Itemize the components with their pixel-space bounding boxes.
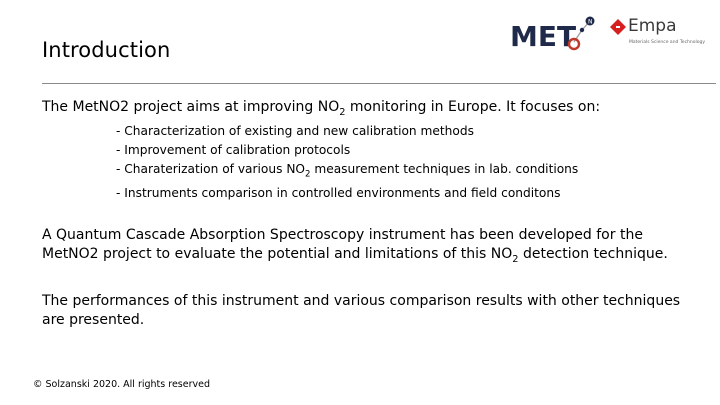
focus-item-text: - Characterization of existing and new calibration methods [116, 124, 474, 138]
focus-item-text: - Instruments comparison in controlled environments and field conditons [116, 186, 561, 201]
intro-paragraph [42, 98, 692, 122]
results-paragraph: The performances of this instrument and various comparison results with other techniques are presented. [42, 293, 681, 328]
instrument-subscript: 2 [512, 253, 519, 265]
intro-text-end: monitoring in Europe. It focuses on: [345, 99, 601, 115]
copyright-footer: © Solzanski 2020. All rights reserved [33, 379, 210, 390]
focus-list-item [116, 184, 578, 203]
met-logo [510, 12, 596, 52]
intro-text-start: The MetNO2 project aims at improving NO [42, 99, 340, 115]
focus-item-text-end: measurement techniques in lab. conditions [310, 162, 579, 176]
svg-text:N: N [588, 18, 593, 26]
empa-logo-name: Empa [628, 16, 677, 36]
focus-list-item [116, 122, 578, 141]
instrument-paragraph [42, 226, 692, 269]
intro-subscript: 2 [339, 106, 346, 118]
empa-logo-tagline: Materials Science and Technology [629, 40, 706, 45]
focus-list [116, 122, 578, 203]
title-divider [42, 83, 716, 84]
met-logo-node [580, 28, 584, 32]
instrument-text-start: A Quantum Cascade Absorption Spectroscopy instrument has been developed for the MetNO2 project to evaluate the potential and limitations of this NO [42, 227, 643, 262]
met-logo-graphic [510, 12, 596, 52]
focus-item-text: - Improvement of calibration protocols [116, 143, 351, 157]
focus-item-text-start: - Charaterization of various NO [116, 162, 306, 176]
instrument-text-end: detection technique. [518, 246, 668, 262]
empa-logo [610, 14, 716, 52]
empa-logo-mark [610, 19, 626, 35]
focus-list-item [116, 160, 578, 184]
focus-list-item [116, 141, 578, 160]
met-logo-text: MET [510, 20, 577, 52]
slide-title: Introduction [42, 38, 171, 62]
focus-item-subscript: 2 [305, 169, 311, 180]
